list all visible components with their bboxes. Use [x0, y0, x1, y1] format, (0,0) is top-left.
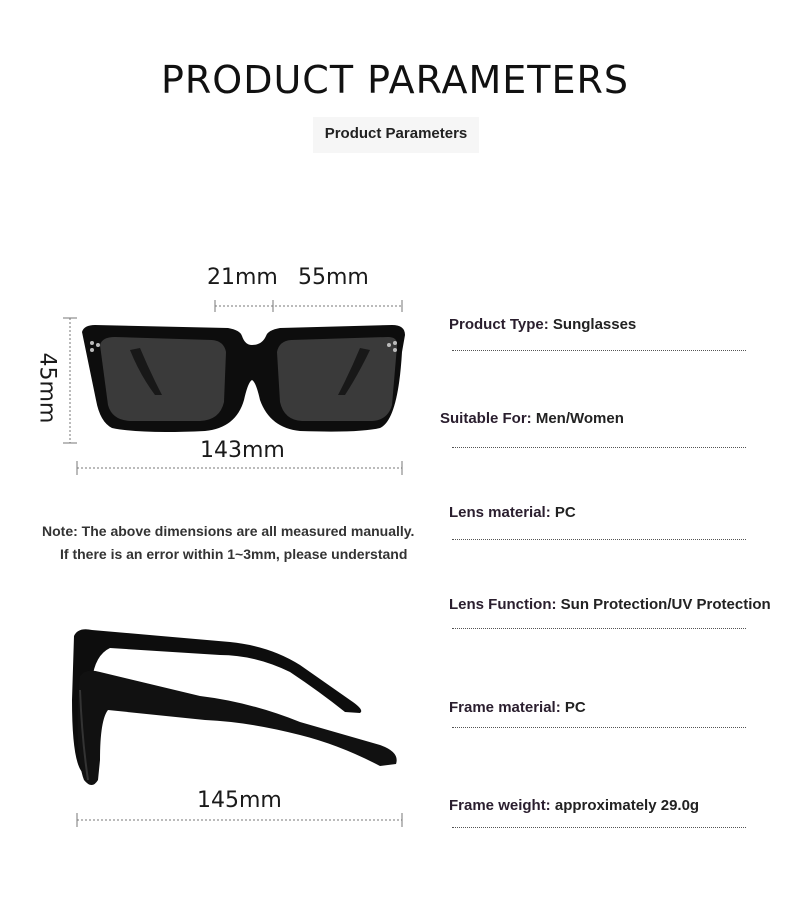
param-value: PC: [554, 504, 576, 521]
param-label: Frame material:: [449, 699, 565, 716]
param-lens-material: [449, 504, 576, 521]
lens-width-label: 55mm: [298, 265, 369, 290]
top-dimension-line: [215, 300, 402, 312]
lens-height-label: 45mm: [34, 352, 60, 424]
note-line-1: Note: The above dimensions are all measured manually.: [42, 523, 415, 539]
param-label: Frame weight:: [449, 797, 555, 814]
frame-width-label: 143mm: [200, 438, 285, 463]
param-label: Lens Function:: [449, 596, 561, 613]
page-subtitle: Product Parameters: [313, 117, 479, 153]
param-label: Suitable For:: [440, 410, 536, 427]
param-product-type: [449, 316, 636, 333]
divider: [452, 350, 746, 351]
divider: [452, 628, 746, 629]
divider: [452, 727, 746, 728]
param-value: Sun Protection/UV Protection: [560, 596, 771, 613]
divider: [452, 447, 746, 448]
bridge-width-label: 21mm: [207, 265, 278, 290]
temple-length-label: 145mm: [197, 788, 282, 813]
width-dimension-line: [77, 461, 402, 475]
param-label: Lens material:: [449, 504, 555, 521]
param-suitable-for: [440, 410, 624, 427]
param-value: Men/Women: [535, 410, 624, 427]
divider: [452, 539, 746, 540]
param-lens-function: [449, 596, 771, 613]
param-label: Product Type:: [449, 316, 553, 333]
param-frame-weight: [449, 797, 699, 814]
measurement-note: [30, 520, 430, 566]
divider: [452, 827, 746, 828]
param-value: Sunglasses: [552, 316, 637, 333]
glasses-side-view: [72, 629, 397, 785]
param-frame-material: [449, 699, 586, 716]
temple-dimension-line: [77, 813, 402, 827]
param-value: PC: [564, 699, 586, 716]
param-value: approximately 29.0g: [554, 797, 700, 814]
glasses-front-view: [82, 325, 405, 432]
page-title: PRODUCT PARAMETERS: [160, 58, 629, 102]
height-dimension-line: [63, 318, 77, 443]
note-line-2: If there is an error within 1~3mm, please understand: [60, 546, 408, 562]
